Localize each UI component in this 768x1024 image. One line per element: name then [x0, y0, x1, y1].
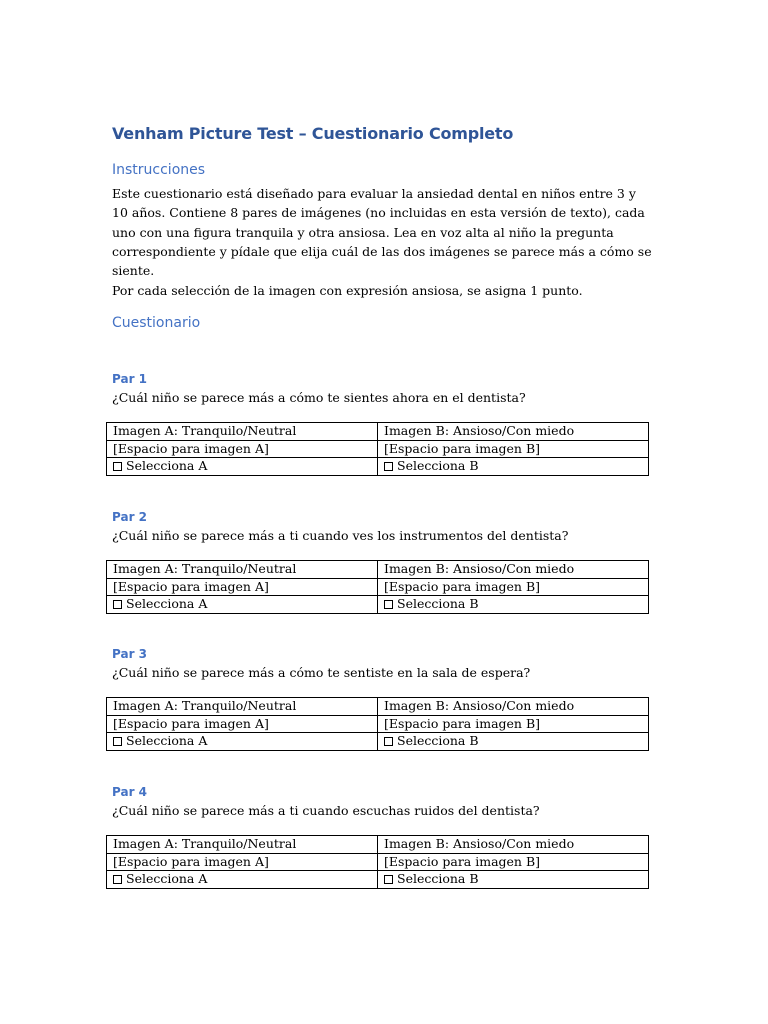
checkbox-b[interactable]: [384, 737, 393, 746]
table-row: [107, 440, 649, 458]
image-space-b: [Espacio para imagen B]: [378, 440, 649, 458]
image-space-a: [Espacio para imagen A]: [107, 715, 378, 733]
pair-table: [106, 422, 649, 476]
select-b-cell[interactable]: [378, 596, 649, 614]
checkbox-a[interactable]: [113, 462, 122, 471]
checkbox-a[interactable]: [113, 600, 122, 609]
pair-question: ¿Cuál niño se parece más a ti cuando ves los instrumentos del dentista?: [112, 528, 569, 543]
questionnaire-heading: Cuestionario: [112, 315, 201, 331]
document-title: Venham Picture Test – Cuestionario Completo: [112, 124, 514, 143]
header-cell-b: Imagen B: Ansioso/Con miedo: [378, 423, 649, 441]
select-b-cell[interactable]: [378, 733, 649, 751]
select-b-label: Selecciona B: [397, 871, 479, 887]
instructions-paragraph: Este cuestionario está diseñado para evaluar la ansiedad dental en niños entre 3 y 10 años. Contiene 8 pares de imágenes (no incluidas en esta versión de texto), cada uno con una figura tranquila y otra ansiosa. Lea en voz alta al niño la pregunta correspondiente y pídale que elija cuál de las dos imágenes se parece más a cómo se siente.: [112, 186, 652, 279]
table-row: [107, 423, 649, 441]
pair-table: [106, 835, 649, 889]
pair-title: Par 1: [112, 372, 148, 386]
header-cell-a: Imagen A: Tranquilo/Neutral: [107, 561, 378, 579]
select-a-cell[interactable]: [107, 596, 378, 614]
image-space-b: [Espacio para imagen B]: [378, 578, 649, 596]
select-a-label: Selecciona A: [126, 458, 208, 474]
pair-table: [106, 560, 649, 614]
pair-title: Par 3: [112, 647, 148, 661]
select-a-cell[interactable]: [107, 458, 378, 476]
checkbox-b[interactable]: [384, 875, 393, 884]
table-row: [107, 698, 649, 716]
select-a-label: Selecciona A: [126, 596, 208, 612]
select-a-label: Selecciona A: [126, 871, 208, 887]
checkbox-a[interactable]: [113, 875, 122, 884]
table-row: [107, 871, 649, 889]
select-b-cell[interactable]: [378, 458, 649, 476]
table-row: [107, 853, 649, 871]
pair-question: ¿Cuál niño se parece más a ti cuando escuchas ruidos del dentista?: [112, 803, 540, 818]
table-row: [107, 836, 649, 854]
header-cell-a: Imagen A: Tranquilo/Neutral: [107, 698, 378, 716]
select-b-cell[interactable]: [378, 871, 649, 889]
table-row: [107, 458, 649, 476]
select-b-label: Selecciona B: [397, 596, 479, 612]
image-space-b: [Espacio para imagen B]: [378, 715, 649, 733]
image-space-a: [Espacio para imagen A]: [107, 440, 378, 458]
select-b-label: Selecciona B: [397, 458, 479, 474]
pair-title: Par 4: [112, 785, 148, 799]
header-cell-b: Imagen B: Ansioso/Con miedo: [378, 836, 649, 854]
table-row: [107, 561, 649, 579]
table-row: [107, 715, 649, 733]
table-row: [107, 733, 649, 751]
header-cell-a: Imagen A: Tranquilo/Neutral: [107, 836, 378, 854]
checkbox-b[interactable]: [384, 462, 393, 471]
pair-question: ¿Cuál niño se parece más a cómo te sentiste en la sala de espera?: [112, 665, 531, 680]
select-b-label: Selecciona B: [397, 733, 479, 749]
checkbox-a[interactable]: [113, 737, 122, 746]
checkbox-b[interactable]: [384, 600, 393, 609]
image-space-b: [Espacio para imagen B]: [378, 853, 649, 871]
header-cell-b: Imagen B: Ansioso/Con miedo: [378, 561, 649, 579]
select-a-cell[interactable]: [107, 733, 378, 751]
select-a-cell[interactable]: [107, 871, 378, 889]
pair-table: [106, 697, 649, 751]
header-cell-a: Imagen A: Tranquilo/Neutral: [107, 423, 378, 441]
select-a-label: Selecciona A: [126, 733, 208, 749]
table-row: [107, 578, 649, 596]
instructions-heading: Instrucciones: [112, 162, 206, 178]
pair-question: ¿Cuál niño se parece más a cómo te sientes ahora en el dentista?: [112, 390, 526, 405]
image-space-a: [Espacio para imagen A]: [107, 853, 378, 871]
scoring-paragraph: Por cada selección de la imagen con expresión ansiosa, se asigna 1 punto.: [112, 283, 583, 298]
table-row: [107, 596, 649, 614]
header-cell-b: Imagen B: Ansioso/Con miedo: [378, 698, 649, 716]
image-space-a: [Espacio para imagen A]: [107, 578, 378, 596]
pair-title: Par 2: [112, 510, 148, 524]
